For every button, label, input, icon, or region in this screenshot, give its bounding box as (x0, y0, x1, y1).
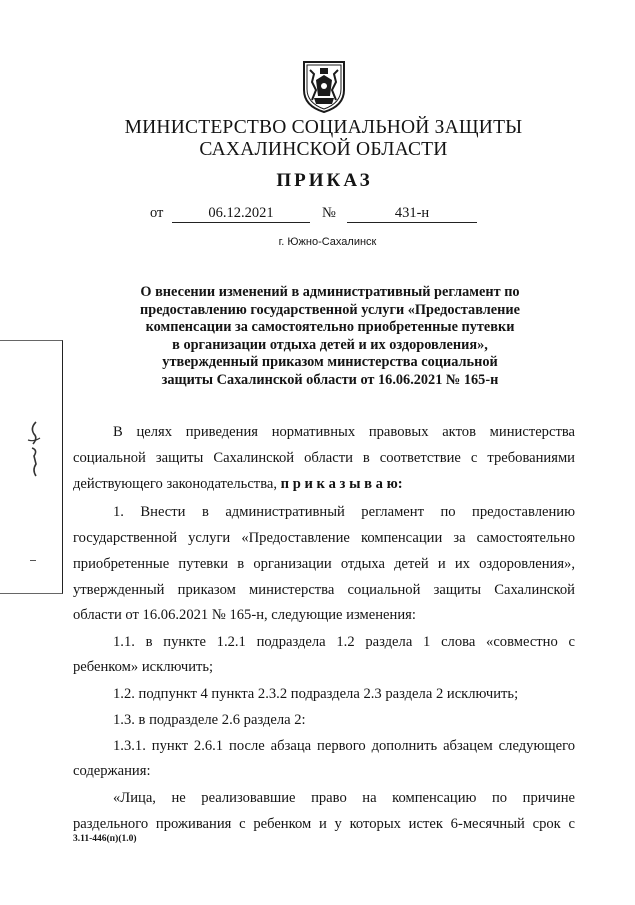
margin-dash (30, 560, 36, 561)
body-text-line: утвержденный приказом министерства социальной защиты Сахалинской (73, 582, 575, 598)
body-text-line: ребенком» исключить; (73, 659, 214, 675)
date-prefix: от (150, 205, 164, 221)
ministry-name-line1: МИНИСТЕРСТВО СОЦИАЛЬНОЙ ЗАЩИТЫ (124, 117, 523, 138)
body-text-line: приобретенные путевки в организации отдыха детей и их оздоровления», (73, 556, 575, 572)
subject-line: предоставлению государственной услуги «Предоставление (140, 301, 520, 318)
ministry-name-line2: САХАЛИНСКОЙ ОБЛАСТИ (199, 139, 448, 160)
body-text-line: области от 16.06.2021 № 165-н, следующие изменения: (73, 607, 416, 623)
document-type-title: ПРИКАЗ (276, 170, 373, 191)
body-text: действующего законодательства, (73, 476, 278, 492)
order-subject (110, 284, 550, 390)
body-text-line (73, 476, 575, 493)
body-text-line: 1. Внести в административный регламент по предоставлению (113, 504, 575, 520)
body-text-line: В целях приведения нормативных правовых актов министерства (113, 424, 575, 440)
body-text-line: 1.2. подпункт 4 пункта 2.3.2 подраздела 2.3 раздела 2 исключить; (113, 686, 519, 702)
coat-of-arms-icon (302, 60, 346, 114)
order-date: 06.12.2021 (172, 205, 310, 223)
order-number: 431-н (347, 205, 477, 223)
body-text-line: 1.3.1. пункт 2.6.1 после абзаца первого дополнить абзацем следующего (113, 738, 575, 754)
body-text-line: раздельного проживания с ребенком и у которых истек 6-месячный срок с (73, 816, 575, 832)
document-code: 3.11-446(п)(1.0) (73, 834, 137, 844)
subject-line: в организации отдыха детей и их оздоровления», (172, 336, 488, 353)
city: г. Южно-Сахалинск (278, 236, 377, 248)
subject-line: О внесении изменений в административный регламент по (140, 284, 520, 300)
body-text-line: «Лица, не реализовавшие право на компенсацию по причине (113, 790, 575, 806)
subject-line: компенсации за самостоятельно приобретенные путевки (145, 319, 515, 336)
subject-line: утвержденный приказом министерства социальной (162, 354, 498, 371)
body-text-line: 1.1. в пункте 1.2.1 подраздела 1.2 раздела 1 слова «совместно с (113, 634, 575, 650)
number-prefix: № (322, 205, 336, 221)
body-text-line: социальной защиты Сахалинской области в соответствие с требованиями (73, 450, 575, 466)
body-text-line: государственной услуги «Предоставление компенсации за самостоятельно (73, 530, 575, 546)
order-directive: п р и к а з ы в а ю: (280, 476, 403, 492)
body-text-line: содержания: (73, 763, 151, 779)
handwritten-mark (24, 420, 46, 480)
subject-line: защиты Сахалинской области от 16.06.2021 № 165-н (161, 371, 499, 388)
body-text-line: 1.3. в подразделе 2.6 раздела 2: (113, 712, 306, 728)
